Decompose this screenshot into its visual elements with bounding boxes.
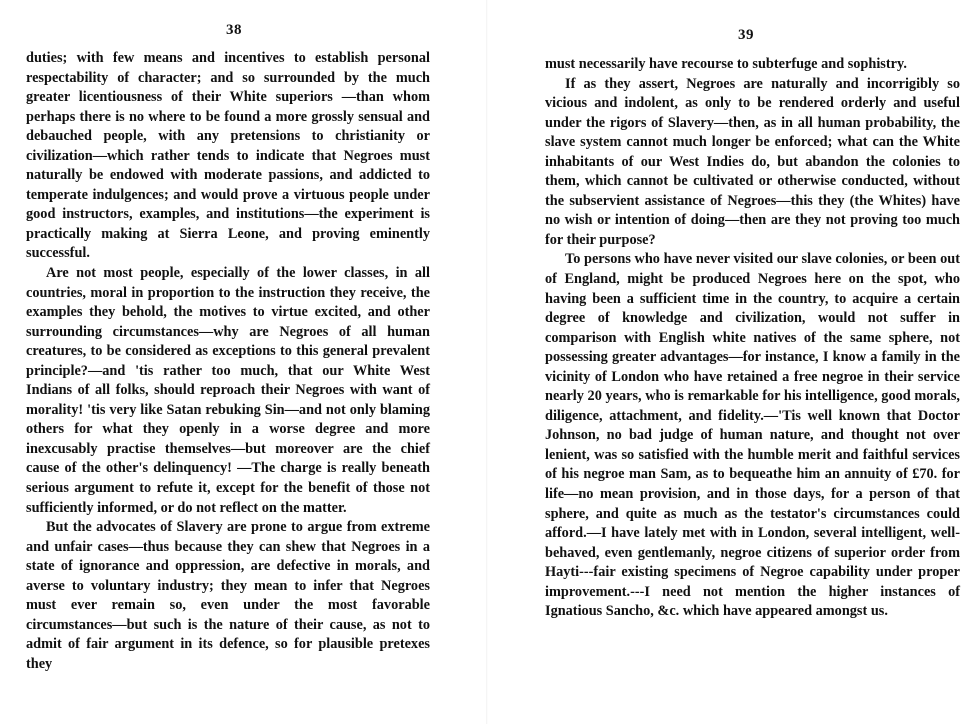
page-body [26,49,430,675]
page-gutter [486,0,488,724]
page-number: 39 [738,27,754,43]
paragraph: To persons who have never visited our slave colonies, or been out of England, might be produced Negroes here on the spot, who having been a sufficient time in the country, to acquire a certain degree of knowledge and civilization, would not suffer in comparison with English white natives of the same sphere, not possessing greater advantages—for instance, I know a family in the vicinity of London who have retained a free negroe in their service nearly 20 years, who is remarkable for his intelligence, good morals, diligence, attachment, and fidelity.—'Tis well known that Doctor Johnson, no bad judge of human nature, and thought not over lenient, was so satisfied with the humble merit and faithful services of his negroe man Sam, as to bequeathe him an annuity of £70. for life—no mean provision, and in those days, for a person of that sphere, and quite as much as the testator's circumstances could afford.—I have lately met with in London, several intelligent, well-behaved, even gentlemanly, negroe citizens of superior order from Hayti---fair existing specimens of Negroe capability under proper improvement.---I need not mention the higher instances of Ignatious Sancho, &c. which have appeared amongst us. [545,251,960,620]
left-page [0,0,480,724]
page-body [545,55,960,622]
paragraph: must necessarily have recourse to subterfuge and sophistry. [545,56,907,72]
paragraph: If as they assert, Negroes are naturally and incorrigibly so vicious and indolent, as only to be rendered orderly and useful under the rigors of Slavery—then, as in all human probability, the slave system cannot much longer be enforced; what can the White inhabitants of our West Indies do, but abandon the colonies to them, which cannot be cultivated or otherwise conducted, without the subservient assistance of Negroes—this they (the Whites) have no wish or intention of doing—then are they not proving too much for their purpose? [545,75,960,248]
paragraph: duties; with few means and incentives to establish personal respectability of character; and so surrounded by the much greater licentiousness of their White superiors —than whom perhaps there is no where to be found a more grossly sensual and debauched people, with any pretensions to christianity or civilization—which rather tends to indicate that Negroes must naturally be endowed with moderate passions, and addicted to temperate indulgences; and would prove a virtuous people under good instructors, examples, and institutions—the experiment is practically making at Sierra Leone, and proving eminently successful. [26,50,430,262]
page-number: 38 [226,22,242,38]
paragraph: But the advocates of Slavery are prone to argue from extreme and unfair cases—thus because they can shew that Negroes in a state of ignorance and oppression, are defective in morals, and averse to voluntary industry; they mean to infer that Negroes must ever remain so, even under the most favorable circumstances—but such is the nature of their cause, as not to admit of fair argument in its defence, so for plausible pretexes they [26,519,430,672]
right-page [490,0,980,724]
paragraph: Are not most people, especially of the lower classes, in all countries, moral in proportion to the instruction they receive, the examples they behold, the motives to virtue excited, and other surrounding circumstances—why are Negroes of all human creatures, to be considered as exceptions to this general prevalent principle?—and 'tis rather too much, that our White West Indians of all folks, should reproach their Negroes with want of morality! 'tis very like Satan rebuking Sin—and not only blaming others for what they openly in a worse degree and more inexcusably practise themselves—but moreover are the chief cause of the other's delinquency! —The charge is really beneath serious argument to refute it, except for the benefit of those not sufficiently informed, or do not reflect on the matter. [26,265,430,516]
